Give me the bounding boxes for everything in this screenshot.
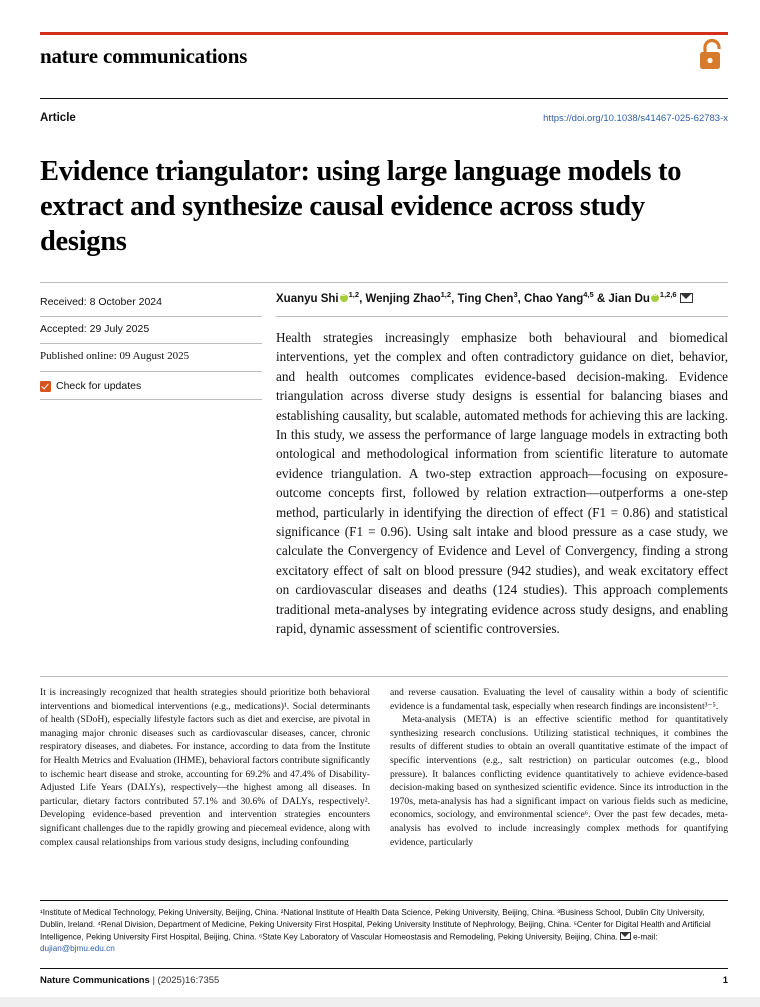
body-column-right: [390, 686, 728, 849]
check-for-updates[interactable]: [40, 372, 262, 400]
page-footer: [40, 975, 728, 986]
author-divider: [276, 316, 728, 317]
accepted-date: Accepted: 29 July 2025: [40, 317, 262, 344]
author-list: Xuanyu Shi iD $^{1,2}$, Wenjing Zhao$^{1,2}$, Ting Chen$^3$, Chao Yang$^{4,5}$ & Jian DuiD $^{1,2,6}$: [276, 290, 728, 307]
orcid-icon[interactable]: [651, 294, 659, 302]
intro-paragraph-2: and reverse causation. Evaluating the level of causality within a body of scientific evidence is a fundamental task, especially when research findings are inconsistent³⁻⁵.: [390, 687, 728, 712]
meta-divider-top: [40, 282, 728, 283]
affiliations-text: ¹Institute of Medical Technology, Peking University, Beijing, China. ²National Institute of Health Data Science, Peking University, Beijing, China. ³Business School, Dublin City University, Dublin, Ireland. ⁴Renal Division, Department of Medicine, Peking University First Hospital, Peking University Institute of Nephrology, Beijing, China. ⁵Center for Digital Health and Artificial Intelligence, Peking University First Hospital, Beijing, China. ⁶State Key Laboratory of Vascular Homeostasis and Remodeling, Peking University, Beijing, China.: [40, 908, 711, 942]
received-date: Received: 8 October 2024: [40, 290, 262, 317]
footer-journal-name: Nature Communications: [40, 975, 150, 986]
open-access-lock-icon: [696, 38, 728, 72]
corresponding-email-link[interactable]: dujian@bjmu.edu.cn: [40, 944, 115, 954]
affiliation-divider: [40, 900, 728, 901]
body-column-left: [40, 686, 370, 849]
page-number: 1: [722, 975, 728, 986]
email-icon[interactable]: [680, 293, 693, 303]
footer-citation: | (2025)16:7355: [152, 975, 220, 986]
email-icon-small: [620, 932, 631, 941]
doi-link[interactable]: https://doi.org/10.1038/s41467-025-62783-x: [543, 113, 728, 124]
published-date: Published online: 09 August 2025: [40, 344, 262, 372]
abstract-text: Health strategies increasingly emphasize both behavioural and biomedical interventions, yet the complex and often contradictory guidance on diet, behavior, and health outcomes complicates evidence-based decision-making. Evidence triangulation across diverse study designs is essential for balancing biases and establishing causality, but scalable, automated methods for achieving this are lacking. In this study, we assess the performance of large language models in extracting both ontological and methodological information from scientific literature to automate evidence triangulation. A two-step extraction approach—focusing on exposure-outcome concepts first, followed by relation extraction—outperforms a one-step method, particularly in identifying the direction of effect (F1 = 0.86) and statistical significance (F1 = 0.96). Using salt intake and blood pressure as a case study, we calculate the Convergency of Evidence and Level of Convergency, finding a strong excitatory effect of salt on blood pressure (942 studies), and weak excitatory effect on cardiovascular diseases and deaths (124 studies). This approach complements traditional meta-analyses by integrating evidence across study designs, and enabling rapid, dynamic assessment of scientific controversies.: [276, 330, 728, 637]
intro-paragraph-1: It is increasingly recognized that health strategies should prioritize both behavioral interventions and biomedical interventions (e.g., medications)¹. Social determinants of health (SDoH), especially lifestyle factors such as diet and exercise, are pivotal in managing major chronic diseases such as cardiovascular diseases, cancer, chronic respiratory diseases, and diabetes. For instance, according to data from the Institute for Health Metrics and Evaluation (IHME), behavioral factors contribute significantly to ischemic heart disease and stroke, accounting for 69.2% and 47.4% of Disability-Adjusted Life Years (DALYs), respectively—the highest among all diseases. In particular, dietary factors contributed 57.1% and 30.6% of DALYs, respectively². Developing evidence-based prevention and intervention strategies encounters significant challenges due to the rapidly growing and piecemeal evidence, along with complex causal relationships from various study designs, including confounding: [40, 687, 370, 848]
author-names: Xuanyu Shi: [276, 292, 339, 305]
brand-top-rule: [40, 32, 728, 35]
email-label: e-mail:: [633, 932, 658, 942]
affiliations-block: [40, 907, 728, 955]
article-history: [40, 290, 262, 400]
footer-divider: [40, 968, 728, 969]
page-bottom-band: [0, 997, 760, 1007]
journal-masthead: nature communications: [40, 44, 248, 68]
orcid-icon[interactable]: [340, 294, 348, 302]
page-title: Evidence triangulator: using large language models to extract and synthesize causal evidence across study designs: [40, 156, 682, 257]
intro-paragraph-3: Meta-analysis (META) is an effective scientific method for quantitatively synthesizing research conclusions. Utilizing statistical techniques, it combines the results of different studies to obtain an overall quantitative estimate of the impact of specific interventions (e.g., salt restriction) on particular outcomes (e.g., blood pressure). It balances conflicting evidence quantitatively to achieve evidence-based decision-making based on synthesized scientific evidence. Since its introduction in the 1970s, meta-analysis has had a significant impact on various fields such as medicine, economics, sociology, and environmental science⁶. Over the past few decades, meta-analysis has evolved to include increasingly complex methods for quantifying evidence, particularly: [390, 714, 728, 848]
header-divider: [40, 98, 728, 99]
article-type-label: Article: [40, 112, 76, 124]
check-for-updates-label: Check for updates: [56, 380, 142, 392]
body-divider: [40, 676, 728, 677]
crossmark-icon: [40, 381, 51, 392]
